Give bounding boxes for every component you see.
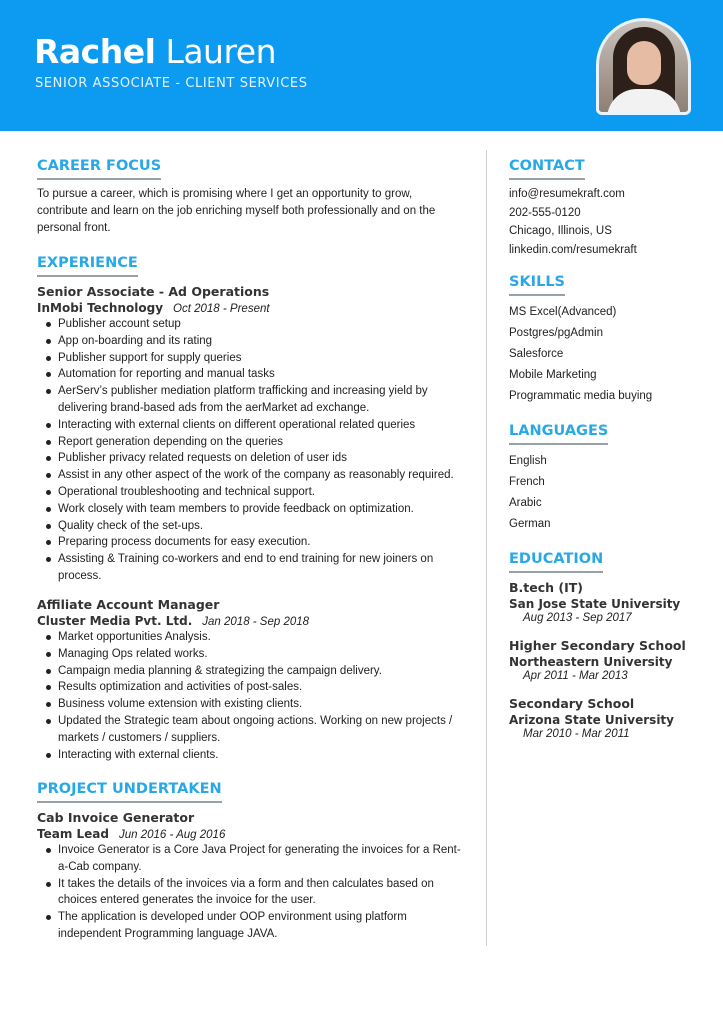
list-item: Programmatic media buying <box>509 390 653 402</box>
list-item: Preparing process documents for easy execution. <box>58 534 468 551</box>
company-name: Cluster Media Pvt. Ltd. <box>37 614 193 628</box>
project-bullets <box>58 842 468 943</box>
contact-heading: CONTACT <box>509 157 585 180</box>
experience-heading: EXPERIENCE <box>37 254 138 277</box>
career-focus-heading: CAREER FOCUS <box>37 157 161 180</box>
list-item: French <box>509 476 545 488</box>
education-dates: Mar 2010 - Mar 2011 <box>523 728 630 740</box>
list-item: Updated the Strategic team about ongoing actions. Working on new projects / markets / customers / suppliers. <box>58 713 468 747</box>
job-company-line <box>37 613 309 630</box>
education-degree: Higher Secondary School <box>509 638 686 653</box>
education-dates: Aug 2013 - Sep 2017 <box>523 612 632 624</box>
contact-linkedin[interactable]: linkedin.com/resumekraft <box>509 243 637 256</box>
contact-list <box>509 185 709 259</box>
list-item: Assist in any other aspect of the work of the company as reasonably required. <box>58 467 468 484</box>
education-school: Arizona State University <box>509 713 674 727</box>
candidate-name <box>34 32 276 72</box>
project-title: Cab Invoice Generator <box>37 810 195 825</box>
list-item: Automation for reporting and manual tasks <box>58 366 468 383</box>
list-item: MS Excel(Advanced) <box>509 306 617 318</box>
list-item: English <box>509 455 547 467</box>
project-role: Team Lead <box>37 827 109 841</box>
education-school: Northeastern University <box>509 655 673 669</box>
profile-photo <box>596 18 691 115</box>
contact-location: Chicago, Illinois, US <box>509 225 612 237</box>
list-item: Campaign media planning & strategizing the campaign delivery. <box>58 663 468 680</box>
list-item: Report generation depending on the queries <box>58 434 468 451</box>
list-item: Work closely with team members to provide feedback on optimization. <box>58 501 468 518</box>
contact-email[interactable]: info@resumekraft.com <box>509 188 625 200</box>
list-item: Interacting with external clients. <box>58 747 468 764</box>
first-name: Rachel <box>34 32 156 71</box>
list-item: Market opportunities Analysis. <box>58 629 468 646</box>
job-title-subtitle: SENIOR ASSOCIATE - CLIENT SERVICES <box>35 76 308 91</box>
list-item: App on-boarding and its rating <box>58 333 468 350</box>
job-title: Affiliate Account Manager <box>37 597 220 612</box>
education-degree: B.tech (IT) <box>509 580 583 595</box>
list-item: Invoice Generator is a Core Java Project for generating the invoices for a Rent-a-Cab company. <box>58 842 468 876</box>
projects-heading: PROJECT UNDERTAKEN <box>37 780 222 803</box>
languages-list <box>509 451 709 535</box>
list-item: Business volume extension with existing clients. <box>58 696 468 713</box>
education-dates: Apr 2011 - Mar 2013 <box>523 670 628 682</box>
column-divider <box>486 150 487 946</box>
list-item: Publisher account setup <box>58 316 468 333</box>
list-item: It takes the details of the invoices via a form and then calculates based on choices entered generates the invoice for the user. <box>58 876 468 910</box>
job-title: Senior Associate - Ad Operations <box>37 284 270 299</box>
list-item: Interacting with external clients on different operational related queries <box>58 417 468 434</box>
education-school: San Jose State University <box>509 597 681 611</box>
list-item: Managing Ops related works. <box>58 646 468 663</box>
header-banner <box>0 0 723 131</box>
education-degree: Secondary School <box>509 696 635 711</box>
list-item: AerServ’s publisher mediation platform trafficking and increasing yield by delivering brand-based ads from the aerMarket ad exchange. <box>58 383 468 417</box>
list-item: Quality check of the set-ups. <box>58 518 468 535</box>
company-name: InMobi Technology <box>37 301 164 315</box>
job-bullets <box>58 316 468 585</box>
list-item: The application is developed under OOP environment using platform independent Programming language JAVA. <box>58 909 468 943</box>
project-dates: Jun 2016 - Aug 2016 <box>118 829 226 841</box>
list-item: Assisting & Training co-workers and end to end training for new joiners on process. <box>58 551 468 585</box>
skills-list <box>509 302 709 407</box>
job-company-line <box>37 300 270 317</box>
list-item: Postgres/pgAdmin <box>509 327 603 339</box>
job-dates: Oct 2018 - Present <box>173 303 270 315</box>
job-bullets <box>58 629 468 763</box>
list-item: German <box>509 518 551 530</box>
list-item: Publisher privacy related requests on deletion of user ids <box>58 450 468 467</box>
languages-heading: LANGUAGES <box>509 422 608 445</box>
last-name: Lauren <box>165 32 277 71</box>
list-item: Salesforce <box>509 348 564 360</box>
list-item: Publisher support for supply queries <box>58 350 468 367</box>
contact-phone: 202-555-0120 <box>509 206 581 219</box>
career-focus-text: To pursue a career, which is promising where I get an opportunity to grow, contribute and learn on the job enriching myself both professionally and on the personal front. <box>37 188 436 234</box>
list-item: Results optimization and activities of post-sales. <box>58 679 468 696</box>
list-item: Operational troubleshooting and technical support. <box>58 484 468 501</box>
list-item: Arabic <box>509 497 542 509</box>
skills-heading: SKILLS <box>509 273 565 296</box>
project-role-line <box>37 826 225 843</box>
list-item: Mobile Marketing <box>509 369 597 381</box>
education-heading: EDUCATION <box>509 550 603 573</box>
job-dates: Jan 2018 - Sep 2018 <box>202 616 310 628</box>
